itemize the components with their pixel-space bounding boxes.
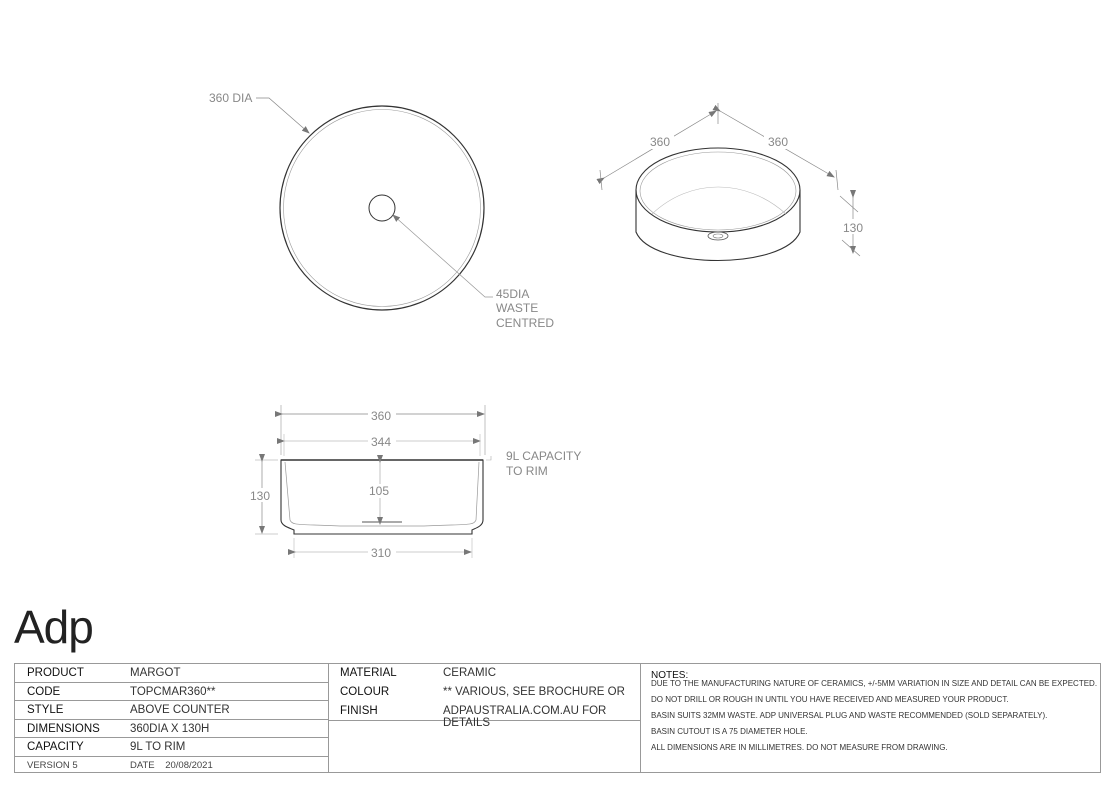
row-product	[15, 664, 328, 683]
iso-ext-h1	[840, 196, 858, 212]
capacity-value: 9L TO RIM	[130, 741, 186, 753]
code-key: CODE	[27, 685, 61, 698]
colour-value: ** VARIOUS, SEE BROCHURE OR	[443, 686, 625, 698]
iso-waste	[708, 232, 728, 240]
capacity-label-1: 9L CAPACITY	[506, 449, 582, 463]
side-inner-depth: 105	[369, 484, 390, 498]
basin-inner-rim	[284, 110, 481, 307]
side-outer-width: 360	[371, 409, 392, 423]
iso-width-right: 360	[768, 135, 789, 149]
product-key: PRODUCT	[27, 667, 84, 679]
colour-key: COLOUR	[340, 686, 390, 698]
top-view	[209, 91, 554, 330]
iso-ext-right	[836, 170, 838, 190]
side-view	[248, 405, 581, 560]
iso-basin-body	[636, 190, 800, 261]
waste-label-3: CENTRED	[496, 316, 555, 330]
diameter-leader	[256, 98, 309, 133]
finish-value: ADPAUSTRALIA.COM.AU FOR DETAILS	[443, 705, 607, 729]
row-code	[15, 683, 328, 702]
capacity-label-2: TO RIM	[506, 464, 548, 478]
waste-hole	[369, 195, 395, 221]
diameter-label: 360 DIA	[209, 91, 253, 105]
row-style	[15, 701, 328, 720]
title-block	[14, 663, 1101, 773]
notes-title: NOTES:	[651, 670, 689, 681]
iso-view	[600, 103, 866, 261]
code-value: TOPCMAR360**	[130, 685, 216, 698]
style-key: STYLE	[27, 704, 64, 716]
row-capacity	[15, 738, 328, 757]
material-key: MATERIAL	[340, 667, 397, 679]
version-label: VERSION 5	[27, 759, 78, 771]
date-value: 20/08/2021	[165, 759, 213, 771]
iso-ext-left	[600, 170, 602, 190]
note-2: DO NOT DRILL OR ROUGH IN UNTIL YOU HAVE RECEIVED AND MEASURED YOUR PRODUCT.	[651, 695, 1009, 704]
iso-rim-inner	[640, 152, 796, 230]
product-value: MARGOT	[130, 667, 181, 679]
note-5: ALL DIMENSIONS ARE IN MILLIMETRES. DO NOT MEASURE FROM DRAWING.	[651, 743, 948, 752]
material-value: CERAMIC	[443, 667, 497, 679]
iso-rim-outer	[636, 148, 800, 232]
side-height: 130	[250, 489, 271, 503]
date-group	[130, 760, 213, 771]
note-1: DUE TO THE MANUFACTURING NATURE OF CERAMICS, +/-5MM VARIATION IN SIZE AND DETAIL CAN BE EXPECTED.	[651, 679, 1098, 688]
adp-logo: Adp	[14, 601, 93, 653]
date-label: DATE	[130, 759, 155, 771]
product-info-column	[15, 664, 329, 772]
iso-height: 130	[843, 221, 864, 235]
side-base-width: 310	[371, 546, 392, 560]
finish-key: FINISH	[340, 705, 378, 717]
side-inner-width: 344	[371, 435, 392, 449]
row-finish	[328, 702, 640, 729]
iso-ext-h2	[842, 240, 860, 256]
material-info-column	[328, 664, 641, 772]
row-material	[328, 664, 640, 683]
capacity-leader	[486, 456, 491, 460]
row-colour	[328, 683, 640, 702]
basin-outer-rim	[280, 106, 484, 310]
row-version	[15, 757, 328, 773]
note-4: BASIN CUTOUT IS A 75 DIAMETER HOLE.	[651, 727, 808, 736]
notes-column	[640, 664, 1100, 772]
iso-width-left: 360	[650, 135, 671, 149]
note-3: BASIN SUITS 32MM WASTE. ADP UNIVERSAL PLUG AND WASTE RECOMMENDED (SOLD SEPARATELY).	[651, 711, 1048, 720]
waste-label-2: WASTE	[496, 301, 539, 315]
row-dimensions	[15, 720, 328, 739]
dimensions-key: DIMENSIONS	[27, 722, 100, 735]
waste-label-1: 45DIA	[496, 287, 530, 301]
style-value: ABOVE COUNTER	[130, 704, 230, 716]
iso-waste-inner	[713, 234, 723, 238]
iso-bowl-curve	[652, 187, 786, 214]
capacity-key: CAPACITY	[27, 741, 84, 753]
dimensions-value: 360DIA X 130H	[130, 722, 210, 735]
waste-leader	[393, 215, 493, 297]
